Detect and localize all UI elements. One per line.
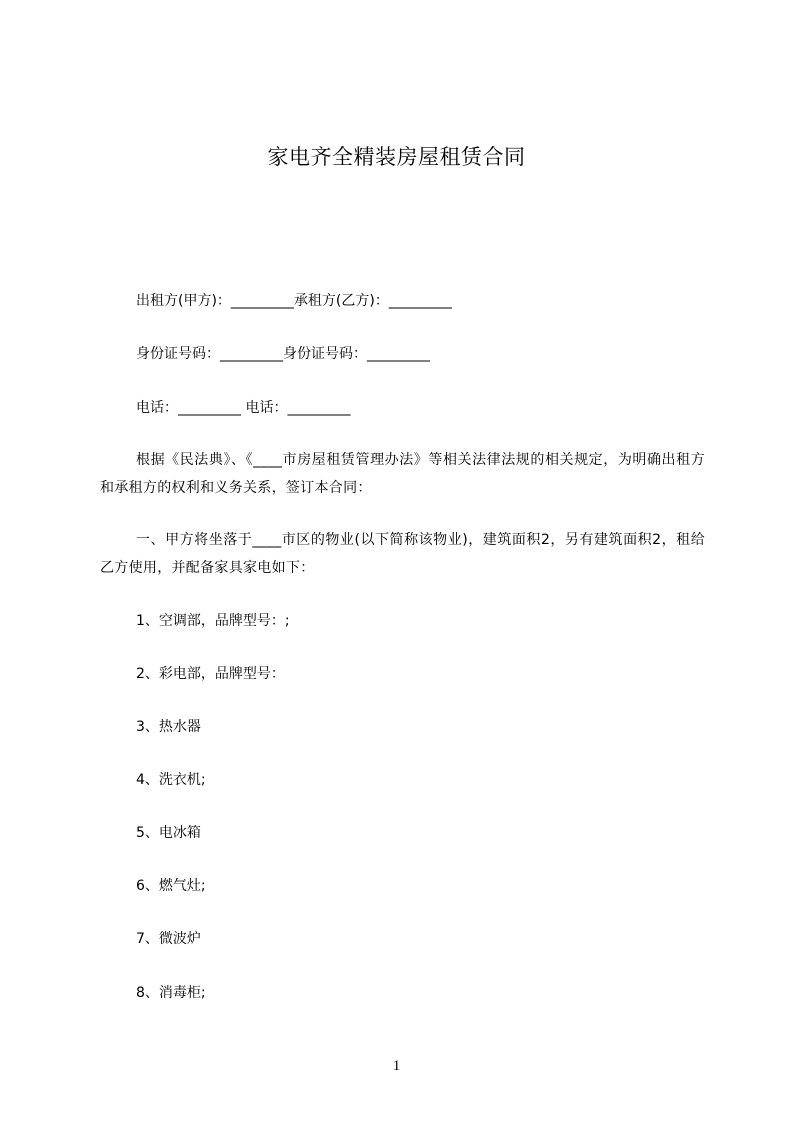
- phone-line: 电话：_________ 电话：_________: [136, 400, 351, 416]
- id-number-line: 身份证号码：_________身份证号码：_________: [136, 346, 430, 362]
- list-item: 5、电冰箱: [136, 825, 201, 841]
- list-item: 2、彩电部，品牌型号：: [136, 666, 285, 682]
- intro-paragraph: 根据《民法典》、《____市房屋租赁管理办法》等相关法律法规的相关规定，为明确出租方和承租方的权利和义务关系，签订本合同：: [100, 452, 705, 496]
- page-number: 1: [392, 1058, 401, 1074]
- list-item: 3、热水器: [136, 719, 201, 735]
- list-item: 8、消毒柜;: [136, 985, 206, 1001]
- list-item: 1、空调部，品牌型号：;: [136, 613, 290, 629]
- document-title: 家电齐全精装房屋租赁合同: [267, 145, 526, 169]
- list-item: 7、微波炉: [136, 931, 201, 947]
- lessor-lessee-line: 出租方(甲方)：_________承租方(乙方)：_________: [136, 293, 452, 309]
- clause-one-paragraph: 一、甲方将坐落于____市区的物业(以下简称该物业)，建筑面积2，另有建筑面积2，租给乙方使用，并配备家具家电如下：: [100, 532, 705, 576]
- list-item: 6、燃气灶;: [136, 878, 206, 894]
- list-item: 4、洗衣机;: [136, 772, 206, 788]
